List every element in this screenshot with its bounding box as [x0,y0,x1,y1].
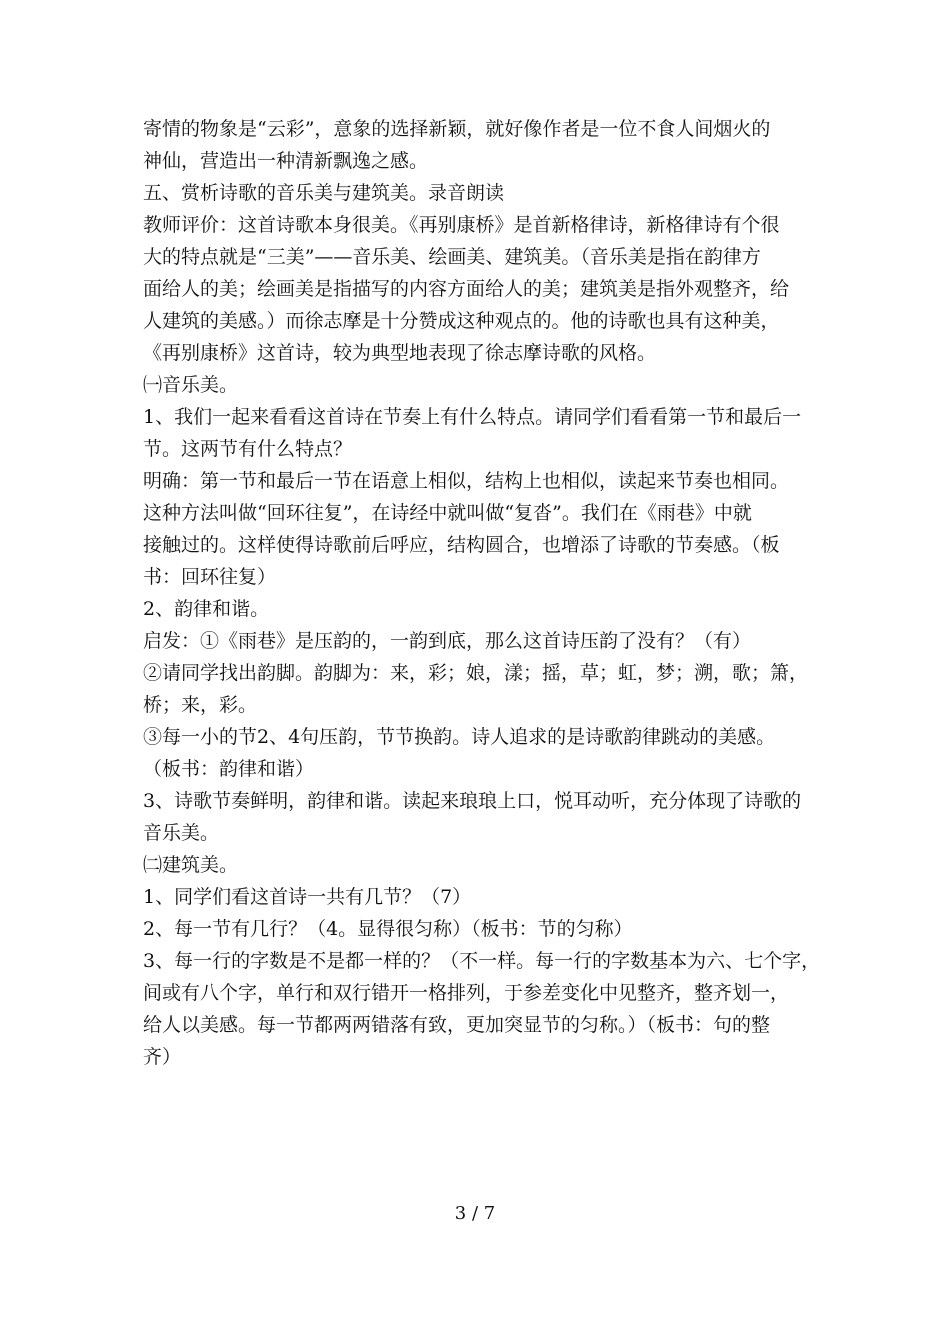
text-line: 书：回环往复） [143,566,277,588]
text-line: 节。这两节有什么特点？ [143,438,353,460]
text-line: 《再别康桥》这首诗，较为典型地表现了徐志摩诗歌的风格。 [143,342,657,364]
text-line: 接触过的。这样使得诗歌前后呼应，结构圆合，也增添了诗歌的节奏感。（板 [143,534,780,556]
text-line: 齐） [143,1046,182,1068]
text-line: 面给人的美；绘画美是指描写的内容方面给人的美；建筑美是指外观整齐，给 [143,278,790,300]
text-line: 寄情的物象是“云彩”，意象的选择新颖，就好像作者是一位不食人间烟火的 [143,118,771,140]
text-line: 神仙，营造出一种清新飘逸之感。 [143,150,429,172]
text-line: 2、韵律和谐。 [143,598,270,620]
subsection-heading: ㈡建筑美。 [143,854,239,876]
text-line: 桥；来，彩。 [143,694,258,716]
text-line: 音乐美。 [143,822,220,844]
text-line: 3、每一行的字数是不是都一样的？（不一样。每一行的字数基本为六、七个字， [143,950,821,972]
text-line: 2、每一节有几行？（4。显得很匀称）（板书：节的匀称） [143,918,633,940]
text-line: 1、同学们看这首诗一共有几节？（7） [143,886,472,908]
text-line: 大的特点就是“三美”——音乐美、绘画美、建筑美。（音乐美是指在韵律方 [143,246,761,268]
text-line: ②请同学找出韵脚。韵脚为：来，彩；娘，漾；摇，草；虹，梦；溯，歌；箫， [143,662,809,684]
text-line: 明确：第一节和最后一节在语意上相似，结构上也相似，读起来节奏也相同。 [143,470,790,492]
text-line: 人建筑的美感。）而徐志摩是十分赞成这种观点的。他的诗歌也具有这种美， [143,310,780,332]
text-line: 间或有八个字，单行和双行错开一格排列，于参差变化中见整齐，整齐划一， [143,982,790,1004]
page-number: 3 / 7 [454,1203,496,1224]
text-line: 1、我们一起来看看这首诗在节奏上有什么特点。请同学们看看第一节和最后一 [143,406,802,428]
text-line: 这种方法叫做“回环往复”，在诗经中就叫做“复沓”。我们在《雨巷》中就 [143,502,752,524]
subsection-heading: ㈠音乐美。 [143,374,239,396]
document-body [143,113,833,1073]
text-line: 3、诗歌节奏鲜明，韵律和谐。读起来琅琅上口，悦耳动听，充分体现了诗歌的 [143,790,802,812]
text-line: 启发：①《雨巷》是压韵的，一韵到底，那么这首诗压韵了没有？（有） [143,630,752,652]
text-line: 给人以美感。每一节都两两错落有致，更加突显节的匀称。）（板书：句的整 [143,1014,771,1036]
text-line: （板书：韵律和谐） [143,758,315,780]
section-heading: 五、赏析诗歌的音乐美与建筑美。录音朗读 [143,182,505,204]
text-line: ③每一小的节2、4句压韵，节节换韵。诗人追求的是诗歌韵律跳动的美感。 [143,726,776,748]
text-line: 教师评价：这首诗歌本身很美。《再别康桥》是首新格律诗，新格律诗有个很 [143,214,780,236]
